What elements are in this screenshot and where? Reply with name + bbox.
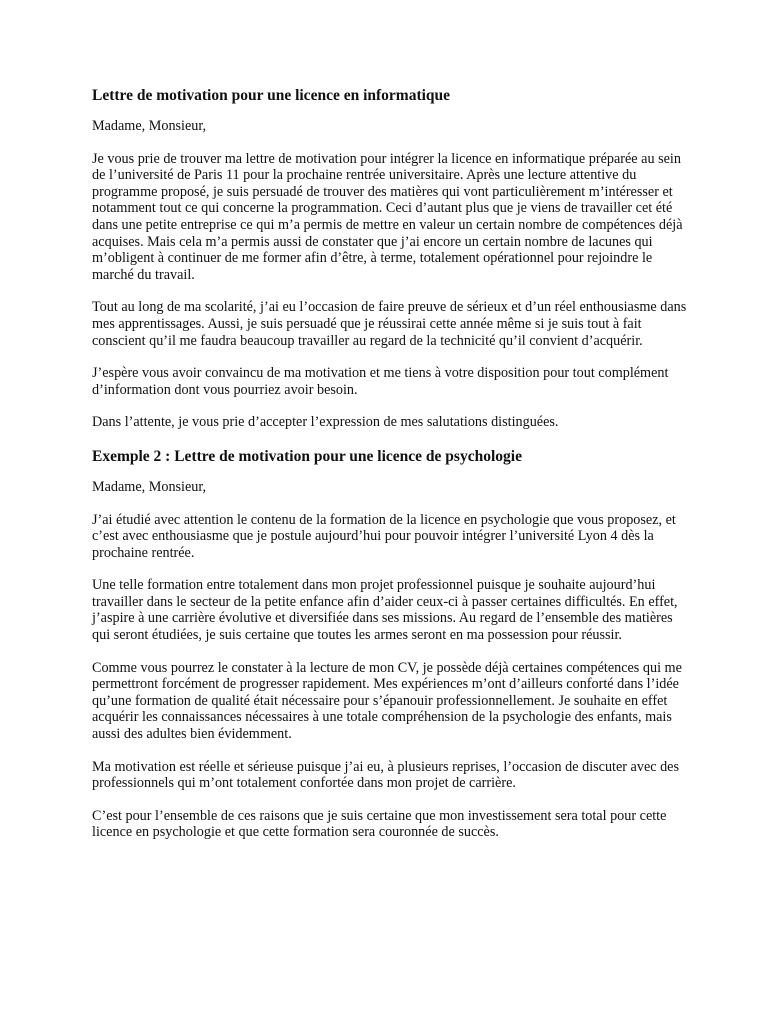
letter1-paragraph-2: Tout au long de ma scolarité, j’ai eu l’occasion de faire preuve de sérieux et d’un réel enthousiasme dans mes apprentissages. Aussi, je suis persuadé que je réussirai cette année même si je suis tout à fait conscient qu’il me faudra beaucoup travailler au regard de la technicité qu’il convient d’acquérir. (92, 299, 687, 349)
letter2-paragraph-3: Comme vous pourrez le constater à la lecture de mon CV, je possède déjà certaines compétences qui me permettront forcément de progresser rapidement. Mes expériences m’ont d’ailleurs conforté dans l’idée qu’une formation de qualité était nécessaire pour s’épanouir professionnellement. Je souhaite en effet acquérir les connaissances nécessaires à une totale compréhension de la psychologie des enfants, mais aussi des adultes bien évidemment. (92, 659, 682, 743)
letter1-paragraph-4: Dans l’attente, je vous prie d’accepter l’expression de mes salutations distinguées. (92, 414, 559, 431)
letter2-paragraph-2: Une telle formation entre totalement dans mon projet professionnel puisque je souhaite aujourd’hui travailler dans le secteur de la petite enfance afin d’aider ceux-ci à passer certaines difficultés. En effet, j’aspire à une carrière évolutive et diversifiée dans ses missions. Au regard de l’ensemble des matières qui seront étudiées, je suis certaine que toutes les armes seront en ma possession pour réussir. (92, 577, 678, 644)
letter2-paragraph-5: C’est pour l’ensemble de ces raisons que je suis certaine que mon investissement sera total pour cette licence en psychologie et que cette formation sera couronnée de succès. (92, 807, 667, 841)
letter1-paragraph-1: Je vous prie de trouver ma lettre de motivation pour intégrer la licence en informatique préparée au sein de l’université de Paris 11 pour la prochaine rentrée universitaire. Après une lecture attentive du programme proposé, je suis persuadé de trouver des matières qui vont particulièrement m’intéresser et notamment tout ce qui concerne la programmation. Ceci d’autant plus que je viens de travailler cet été dans une petite entreprise ce qui m’a permis de mettre en valeur un certain nombre de compétences déjà acquises. Mais cela m’a permis aussi de constater que j’ai encore un certain nombre de lacunes qui m’obligent à continuer de me former afin d’être, à terme, totalement opérationnel pour rejoindre le marché du travail. (92, 150, 683, 283)
letter2-paragraph-1: J’ai étudié avec attention le contenu de la formation de la licence en psychologie que vous proposez, et c’est avec enthousiasme que je postule aujourd’hui pour pouvoir intégrer l’université Lyon 4 dès la prochaine rentrée. (92, 511, 676, 561)
letter1-paragraph-3: J’espère vous avoir convaincu de ma motivation et me tiens à votre disposition pour tout complément d’information dont vous pourriez avoir besoin. (92, 365, 669, 398)
letter1-title: Lettre de motivation pour une licence en informatique (92, 87, 451, 104)
letter1-greeting: Madame, Monsieur, (92, 118, 207, 134)
letter2-title: Exemple 2 : Lettre de motivation pour une licence de psychologie (92, 447, 522, 465)
document-page (92, 86, 692, 857)
letter2-paragraph-4: Ma motivation est réelle et sérieuse puisque j’ai eu, à plusieurs reprises, l’occasion de discuter avec des professionnels qui m’ont totalement confortée dans mon projet de carrière. (92, 758, 680, 792)
letter2-greeting: Madame, Monsieur, (92, 478, 207, 495)
